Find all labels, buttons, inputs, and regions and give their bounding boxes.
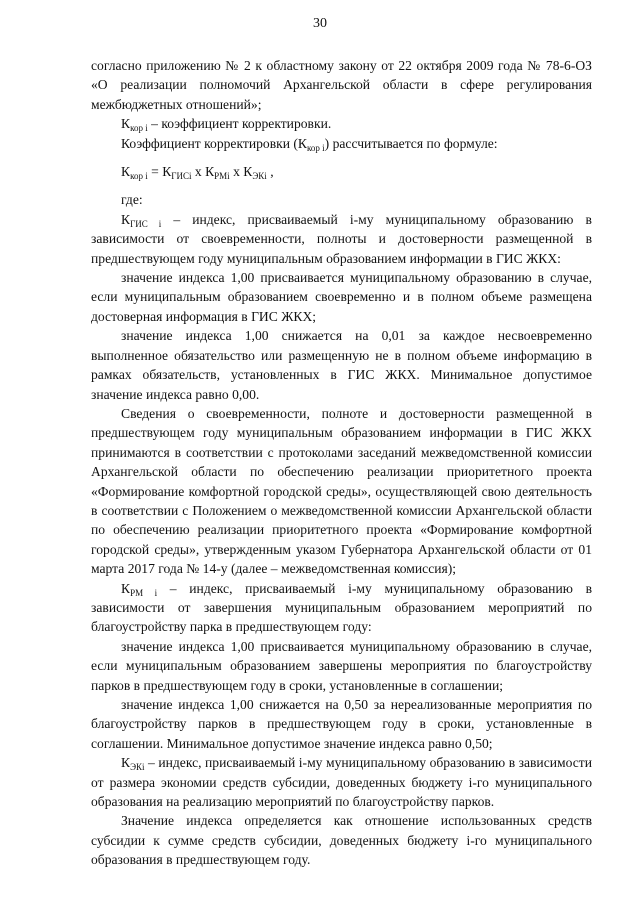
subscript-rm: РМ i: [130, 587, 158, 598]
subscript-gis: ГИС i: [130, 218, 162, 229]
symbol-k: К: [121, 580, 131, 596]
paragraph-ek-index: [91, 753, 592, 811]
subscript-kor: кор i: [130, 123, 148, 134]
formula-gis-subscript: ГИСi: [171, 171, 192, 182]
paragraph-gis-full: значение индекса 1,00 присваивается муниципальному образованию в случае, если муниципальным образованием своевременно и в полном объеме размещена достоверная информация в ГИС ЖКХ;: [91, 270, 592, 324]
subscript-ek: ЭКi: [130, 762, 145, 773]
definition-text: – индекс, присваиваемый i-му муниципальному образованию в зависимости от завершения муниципальным образованием мероприятий по благоустройству парка в предшествующем году:: [91, 580, 592, 635]
paragraph-gis-index: [91, 210, 592, 268]
symbol-k: К: [121, 211, 131, 227]
paragraph-rm-reduction: значение индекса 1,00 снижается на 0,50 за нереализованные мероприятия по благоустройству парков в предшествующем году в сроки, установленные в соглашении. Минимальное допустимое значение индекса равно 0,50;: [91, 697, 592, 751]
page-number: 30: [313, 16, 327, 31]
formula-lhs-subscript: кор i: [130, 171, 148, 182]
paragraph-commission: Сведения о своевременности, полноте и достоверности размещенной в предшествующем году муниципальным образованием информации в ГИС ЖКХ принимаются в соответствии с протоколами заседаний межведомственной комиссии Архангельской области по обеспечению реализации приоритетного проекта «Формирование комфортной городской среды», осуществляющей свою деятельность в соответствии с Положением о межведомственной комиссии Архангельской области по обеспечению реализации приоритетного проекта «Формирование комфортной городской среды», утвержденным указом Губернатора Архангельской области от 01 марта 2017 года № 14-у (далее – межведомственная комиссия);: [91, 405, 592, 577]
paragraph-rm-index: [91, 579, 592, 637]
formula-lhs: К: [121, 164, 131, 180]
definition-text: – индекс, присваиваемый i-му муниципальному образованию в зависимости от размера экономии средств субсидии, доведенных бюджету i-го муниципального образования на реализацию мероприятий по благоустройству парков.: [91, 755, 592, 810]
formula-ek-subscript: ЭКi: [252, 171, 267, 182]
paragraph-law-reference: согласно приложению № 2 к областному закону от 22 октября 2009 года № 78-6-ОЗ «О реализации полномочий Архангельской области в сфере регулирования межбюджетных отношений»;: [91, 58, 592, 112]
symbol-k: К: [121, 755, 131, 771]
paragraph-where: где:: [121, 192, 143, 208]
paragraph-gis-reduction: значение индекса 1,00 снижается на 0,01 за каждое несвоевременно выполненное обязательство или размещенную не в полном объеме информацию в рамках обязательств, установленных в ГИС ЖКХ. Минимальное допустимое значение индекса равно 0,00.: [91, 328, 592, 402]
paragraph-rm-full: значение индекса 1,00 присваивается муниципальному образованию в случае, если муниципальным образованием завершены мероприятия по благоустройству парков в предшествующем году в сроки, установленные в соглашении;: [91, 638, 592, 693]
subscript-kor: кор i: [306, 142, 325, 153]
paragraph-ek-value: Значение индекса определяется как отношение использованных средств субсидии к сумме средств субсидии, доведенных бюджету i-го муниципального образования в предшествующем году.: [91, 813, 592, 868]
definition-text: – коэффициент корректировки.: [147, 116, 332, 132]
formula-times-1: х К: [191, 164, 215, 180]
definition-text: – индекс, присваиваемый i-му муниципальному образованию в зависимости от своевременности, полноты и достоверности размещенной в предшествующем году муниципальным образованием информации в ГИС ЖКХ:: [91, 211, 592, 266]
intro-text-end: ) рассчитывается по формуле:: [324, 135, 498, 151]
formula-equals: = К: [147, 164, 172, 180]
formula-times-2: х К: [229, 164, 253, 180]
document-body: [91, 56, 592, 870]
symbol-k: К: [121, 116, 131, 132]
formula: [91, 162, 592, 181]
intro-text: Коэффициент корректировки (К: [121, 135, 307, 151]
formula-end: ,: [266, 164, 274, 180]
paragraph-formula-intro: [91, 134, 592, 153]
formula-rm-subscript: РМi: [214, 171, 230, 182]
paragraph-kor-definition: [91, 114, 592, 133]
